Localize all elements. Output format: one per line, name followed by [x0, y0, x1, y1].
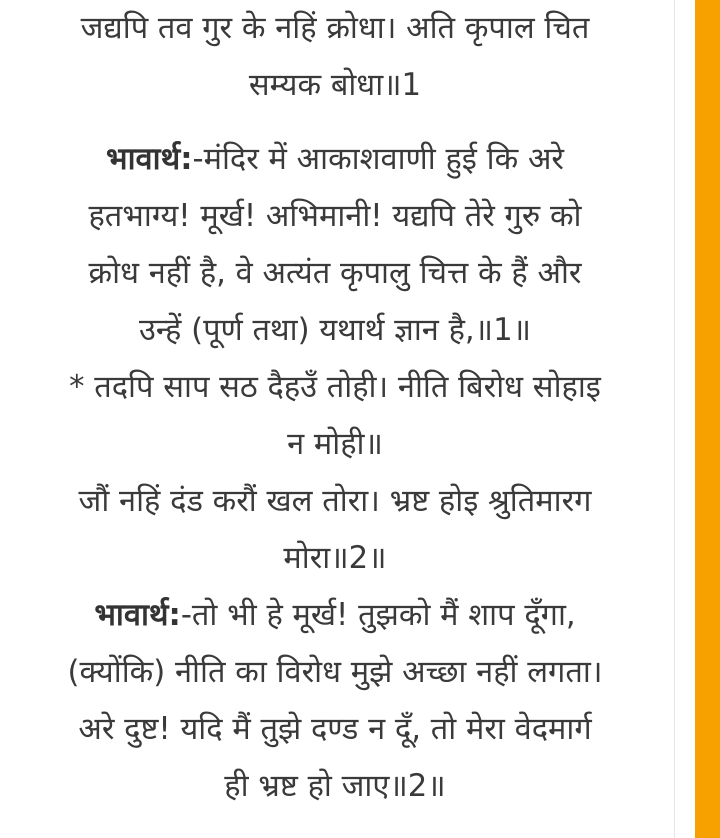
- verse-2-line-1: * तदपि साप सठ दैहउँ तोही। नीति बिरोध सोहाइ: [69, 369, 601, 405]
- verse-1: [0, 0, 670, 114]
- meaning-2-text-1: -तो भी हे मूर्ख! तुझको मैं शाप दूँगा,: [180, 597, 576, 633]
- meaning-1-line-4: उन्हें (पूर्ण तथा) यथार्थ ज्ञान है,॥1॥: [138, 312, 532, 348]
- meaning-1-line-2: हतभाग्य! मूर्ख! अभिमानी! यद्यपि तेरे गुरु को: [88, 198, 582, 234]
- meaning-2-line-4: ही भ्रष्ट हो जाए॥2॥: [224, 768, 446, 804]
- verse-2-line-4: मोरा॥2॥: [283, 540, 387, 576]
- meaning-1-line-3: क्रोध नहीं है, वे अत्यंत कृपालु चित्त के हैं और: [88, 255, 582, 291]
- verse-2-line-2: न मोही॥: [287, 426, 383, 462]
- paragraph-gap: [0, 114, 670, 131]
- meaning-2-line-2: (क्योंकि) नीति का विरोध मुझे अच्छा नहीं लगता।: [67, 654, 603, 690]
- meaning-1-line-1: [0, 131, 670, 188]
- meaning-2: [0, 587, 670, 815]
- meaning-1-text-1: -मंदिर में आकाशवाणी हुई कि अरे: [192, 141, 564, 177]
- content-divider: [674, 0, 675, 838]
- verse-1-line-1: जद्यपि तव गुर के नहिं क्रोधा। अति कृपाल चित: [80, 10, 590, 46]
- meaning-2-line-1: [0, 587, 670, 644]
- verse-2: [0, 359, 670, 587]
- verse-2-line-3: जौं नहिं दंड करौं खल तोरा। भ्रष्ट होइ श्रुतिमारग: [78, 483, 592, 519]
- meaning-1-label: भावार्थ:: [105, 141, 193, 177]
- meaning-1: [0, 131, 670, 359]
- meaning-2-line-3: अरे दुष्ट! यदि मैं तुझे दण्ड न दूँ, तो मेरा वेदमार्ग: [78, 711, 592, 747]
- verse-1-line-2: सम्यक बोधा॥1: [248, 67, 422, 103]
- side-accent-bar: [695, 0, 720, 838]
- meaning-2-label: भावार्थ:: [94, 597, 181, 633]
